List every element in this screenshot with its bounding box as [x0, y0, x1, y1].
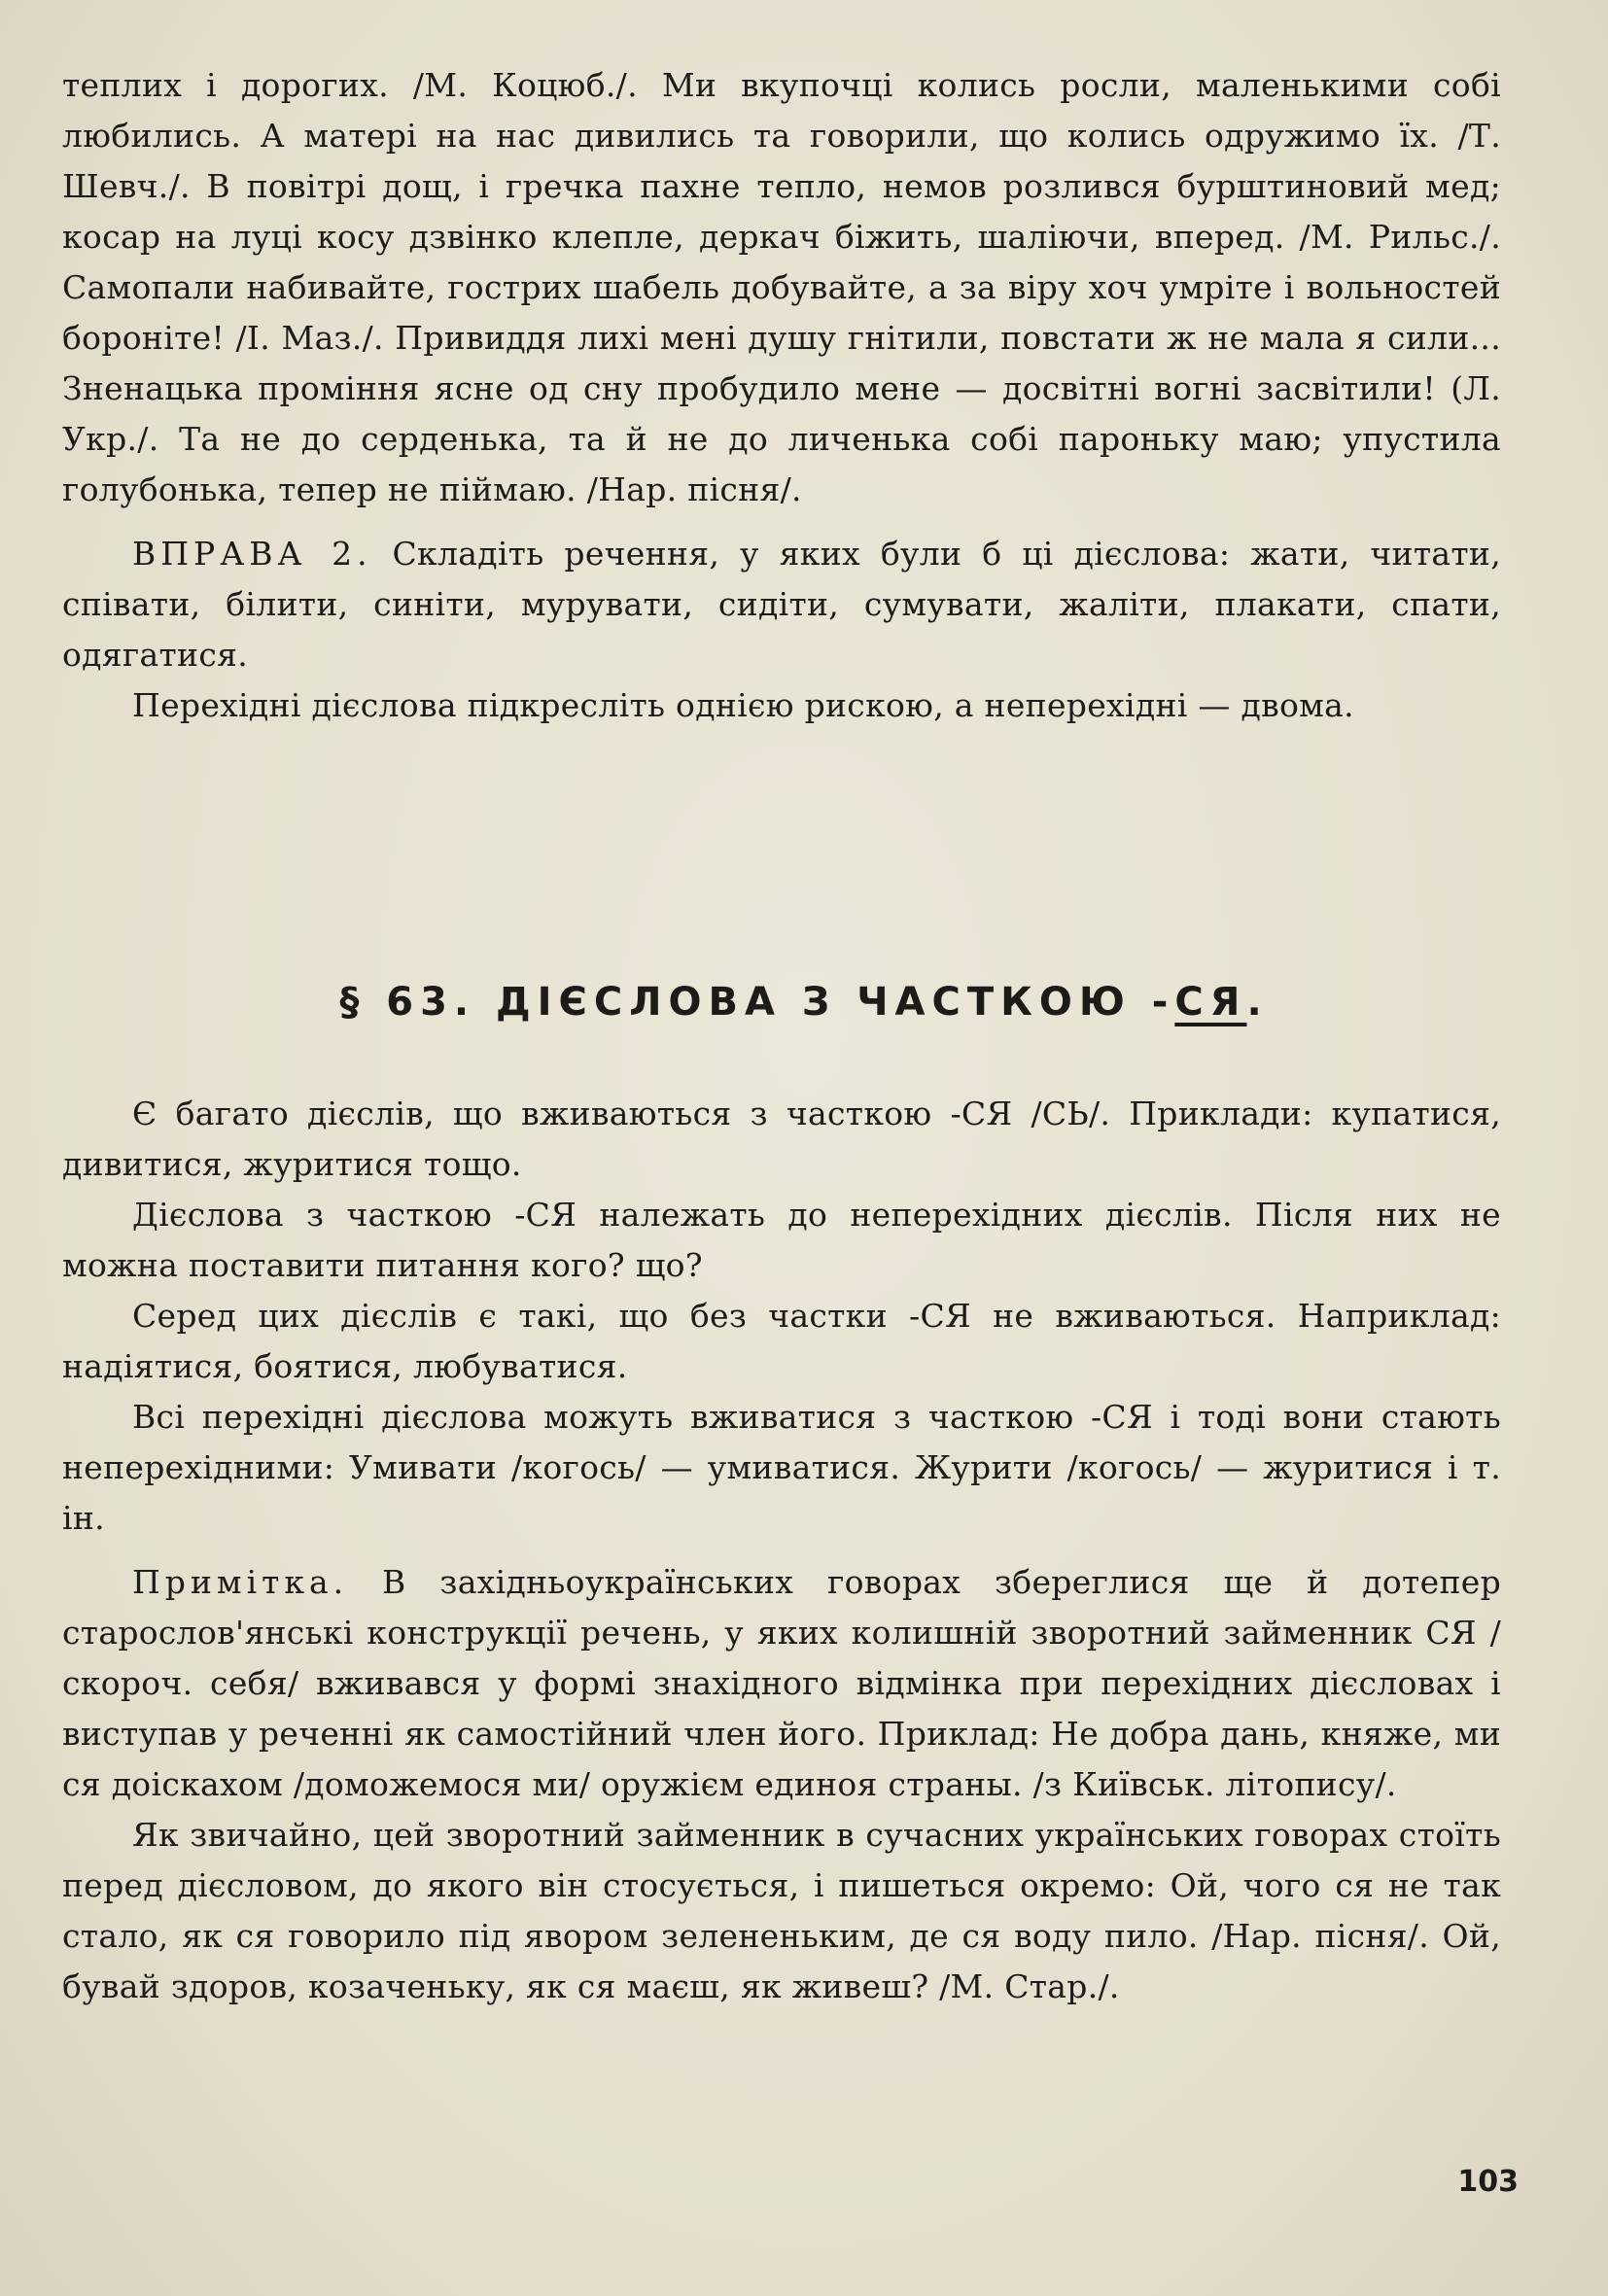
section-heading-suffix: .	[1246, 980, 1269, 1025]
exercise-paragraph	[62, 529, 1501, 680]
section-body	[62, 1089, 1501, 2012]
continued-text-block	[62, 60, 1501, 731]
section-heading-underlined: СЯ	[1174, 980, 1247, 1025]
exercise-text: Складіть речення, у яких були б ці дієслова: жати, читати, співати, білити, синіти, мурувати, сидіти, сумувати, жаліти, плакати, спати, одягатися.	[62, 535, 1501, 674]
exercise-note: Перехідні дієслова підкресліть однією рискою, а неперехідні — двома.	[132, 686, 1354, 724]
body-paragraph: Дієслова з часткою -СЯ належать до неперехідних дієслів. Після них не можна поставити питання кого? що?	[62, 1196, 1501, 1284]
body-paragraph: Серед цих дієслів є такі, що без частки -СЯ не вживаються. Наприклад: надіятися, боятися, любуватися.	[62, 1297, 1501, 1385]
note-label: Примітка.	[132, 1563, 349, 1601]
body-paragraph: Всі перехідні дієслова можуть вживатися з часткою -СЯ і тоді вони стають неперехідними: Умивати /когось/ — умиватися. Журити /когось/ — журитися і т. ін.	[62, 1398, 1501, 1537]
body-paragraph: Є багато дієслів, що вживаються з часткою -СЯ /СЬ/. Приклади: купатися, дивитися, журитися тощо.	[62, 1095, 1501, 1183]
note-text: В західньоукраїнських говорах збереглися ще й дотепер старослов'янські конструкції речень, у яких колишній зворотний займенник СЯ /скороч. себя/ вживався у формі знахідного відмінка при перехідних дієсловах і виступав у реченні як самостійний член його. Приклад: Не добра дань, княже, ми ся доіскахом /доможемося ми/ оружієм единоя страны. /з Київськ. літопису/.	[62, 1563, 1501, 1803]
continued-paragraph: теплих і дорогих. /М. Коцюб./. Ми вкупочці колись росли, маленькими собі любились. А матері на нас дивились та говорили, що колись одружимо їх. /Т. Шевч./. В повітрі дощ, і гречка пахне тепло, немов розлився бурштиновий мед; косар на луці косу дзвінко клепле, деркач біжить, шаліючи, вперед. /М. Рильс./. Самопали набивайте, гострих шабель добувайте, а за віру хоч умріте і вольностей бороніте! /І. Маз./. Привиддя лихі мені душу гнітили, повстати ж не мала я сили... Зненацька проміння ясне од сну пробудило мене — досвітні вогні засвітили! (Л. Укр./. Та не до серденька, та й не до личенька собі пароньку маю; упустила голубонька, тепер не піймаю. /Нар. пісня/.	[62, 66, 1501, 508]
closing-paragraph: Як звичайно, цей зворотний займенник в сучасних українських говорах стоїть перед дієсловом, до якого він стосується, і пишеться окремо: Ой, чого ся не так стало, як ся говорило під явором зелененьким, де ся воду пило. /Нар. пісня/. Ой, бувай здоров, козаченьку, як ся маєш, як живеш? /М. Стар./.	[62, 1816, 1501, 2005]
note-paragraph	[62, 1557, 1501, 1810]
exercise-label: ВПРАВА 2.	[132, 535, 372, 573]
page-number: 103	[1457, 2165, 1519, 2199]
section-heading-prefix: § 63. ДІЄСЛОВА З ЧАСТКОЮ -	[339, 980, 1175, 1025]
section-heading	[0, 980, 1608, 1025]
